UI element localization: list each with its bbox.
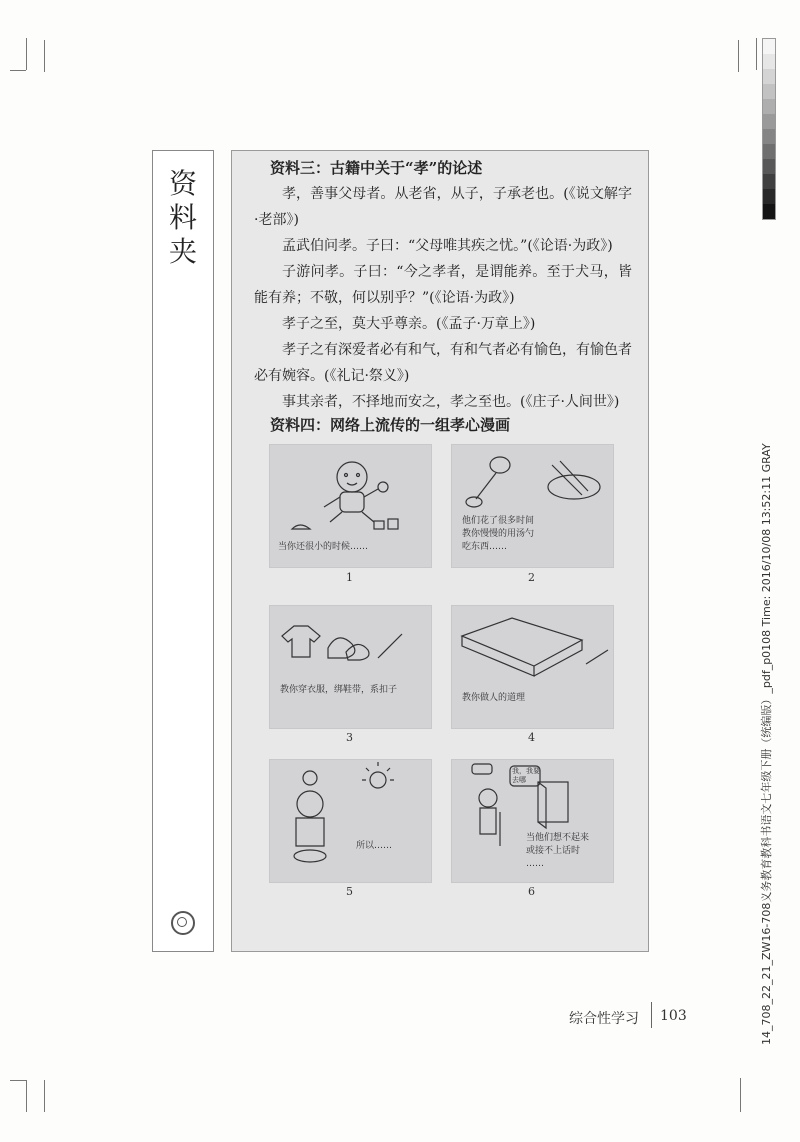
sidebar-title-char: 夹 <box>168 235 197 268</box>
print-metadata: 14_708_22_21_ZW16-708义务教育教科书语文七年级下册（统编版）_pdf_p0108 Time: 2016/10/08 13:52:11 GRAY <box>760 443 773 1045</box>
material-panel <box>231 150 649 952</box>
crop-mark <box>740 1078 741 1112</box>
quote: 孝子之至，莫大乎尊亲。(《孟子·万章上》) <box>282 316 536 332</box>
footer-section-name: 综合性学习 <box>569 1011 639 1027</box>
comic-number: 5 <box>346 885 353 898</box>
crop-mark <box>738 40 739 72</box>
sidebar-title <box>166 167 200 269</box>
quote: 事其亲者，不择地而安之，孝之至也。(《庄子·人间世》) <box>282 394 620 410</box>
section4-heading: 资料四：网络上流传的一组孝心漫画 <box>270 416 511 434</box>
comic-caption: 当你还很小的时候…… <box>278 542 369 552</box>
sidebar <box>152 150 214 952</box>
open-book-illustration <box>452 606 613 728</box>
comic-panel <box>451 605 614 729</box>
crop-mark <box>26 1080 27 1112</box>
speech-bubble-text: 我，我要 去哪 <box>512 767 540 784</box>
crop-mark <box>10 70 26 71</box>
comic-caption: 所以…… <box>356 841 393 851</box>
quote: 孝子之有深爱者必有和气，有和气者必有愉色，有愉色者必有婉容。(《礼记·祭义》) <box>254 342 632 384</box>
comic-panel <box>269 759 432 883</box>
sidebar-title-char: 料 <box>168 201 197 234</box>
comic-number: 1 <box>346 571 353 584</box>
comic-caption: 教你做人的道理 <box>462 693 526 703</box>
grayscale-calibration-bar <box>762 38 776 220</box>
comic-panel <box>451 444 614 568</box>
comic-number: 6 <box>528 885 535 898</box>
page-number: 103 <box>660 1008 687 1024</box>
quote: 孟武伯问孝。子曰：“父母唯其疾之忧。”(《论语·为政》) <box>282 238 613 254</box>
quote: 子游问孝。子曰：“今之孝者，是谓能养。至于犬马，皆能有养；不敬，何以别乎？”(《论语·为政》) <box>254 264 632 306</box>
clothes-and-shoes-illustration <box>270 606 431 728</box>
comic-panel <box>451 759 614 883</box>
comic-number: 4 <box>528 731 535 744</box>
circle-ornament-icon <box>171 911 195 935</box>
sidebar-title-char: 资 <box>168 167 197 200</box>
crop-mark <box>10 1080 26 1081</box>
crop-mark <box>756 38 757 70</box>
crop-mark <box>44 40 45 72</box>
parent-carrying-child-illustration <box>270 760 431 882</box>
comic-panel <box>269 444 432 568</box>
comic-caption: 教你穿衣服，绑鞋带，系扣子 <box>280 685 398 695</box>
comic-panel <box>269 605 432 729</box>
comic-number: 3 <box>346 731 353 744</box>
comic-number: 2 <box>528 571 535 584</box>
crop-mark <box>26 38 27 70</box>
crop-mark <box>44 1080 45 1112</box>
quote-list <box>254 181 632 415</box>
quote: 孝，善事父母者。从老省，从子，子承老也。(《说文解字·老部》) <box>254 186 632 228</box>
comic-caption: 他们花了很多时间 教你慢慢的用汤勺 吃东西…… <box>462 516 535 552</box>
footer-divider <box>651 1002 652 1028</box>
section3-heading: 资料三：古籍中关于“孝”的论述 <box>270 159 483 177</box>
comic-caption: 当他们想不起来 或接不上话时 …… <box>526 833 590 869</box>
